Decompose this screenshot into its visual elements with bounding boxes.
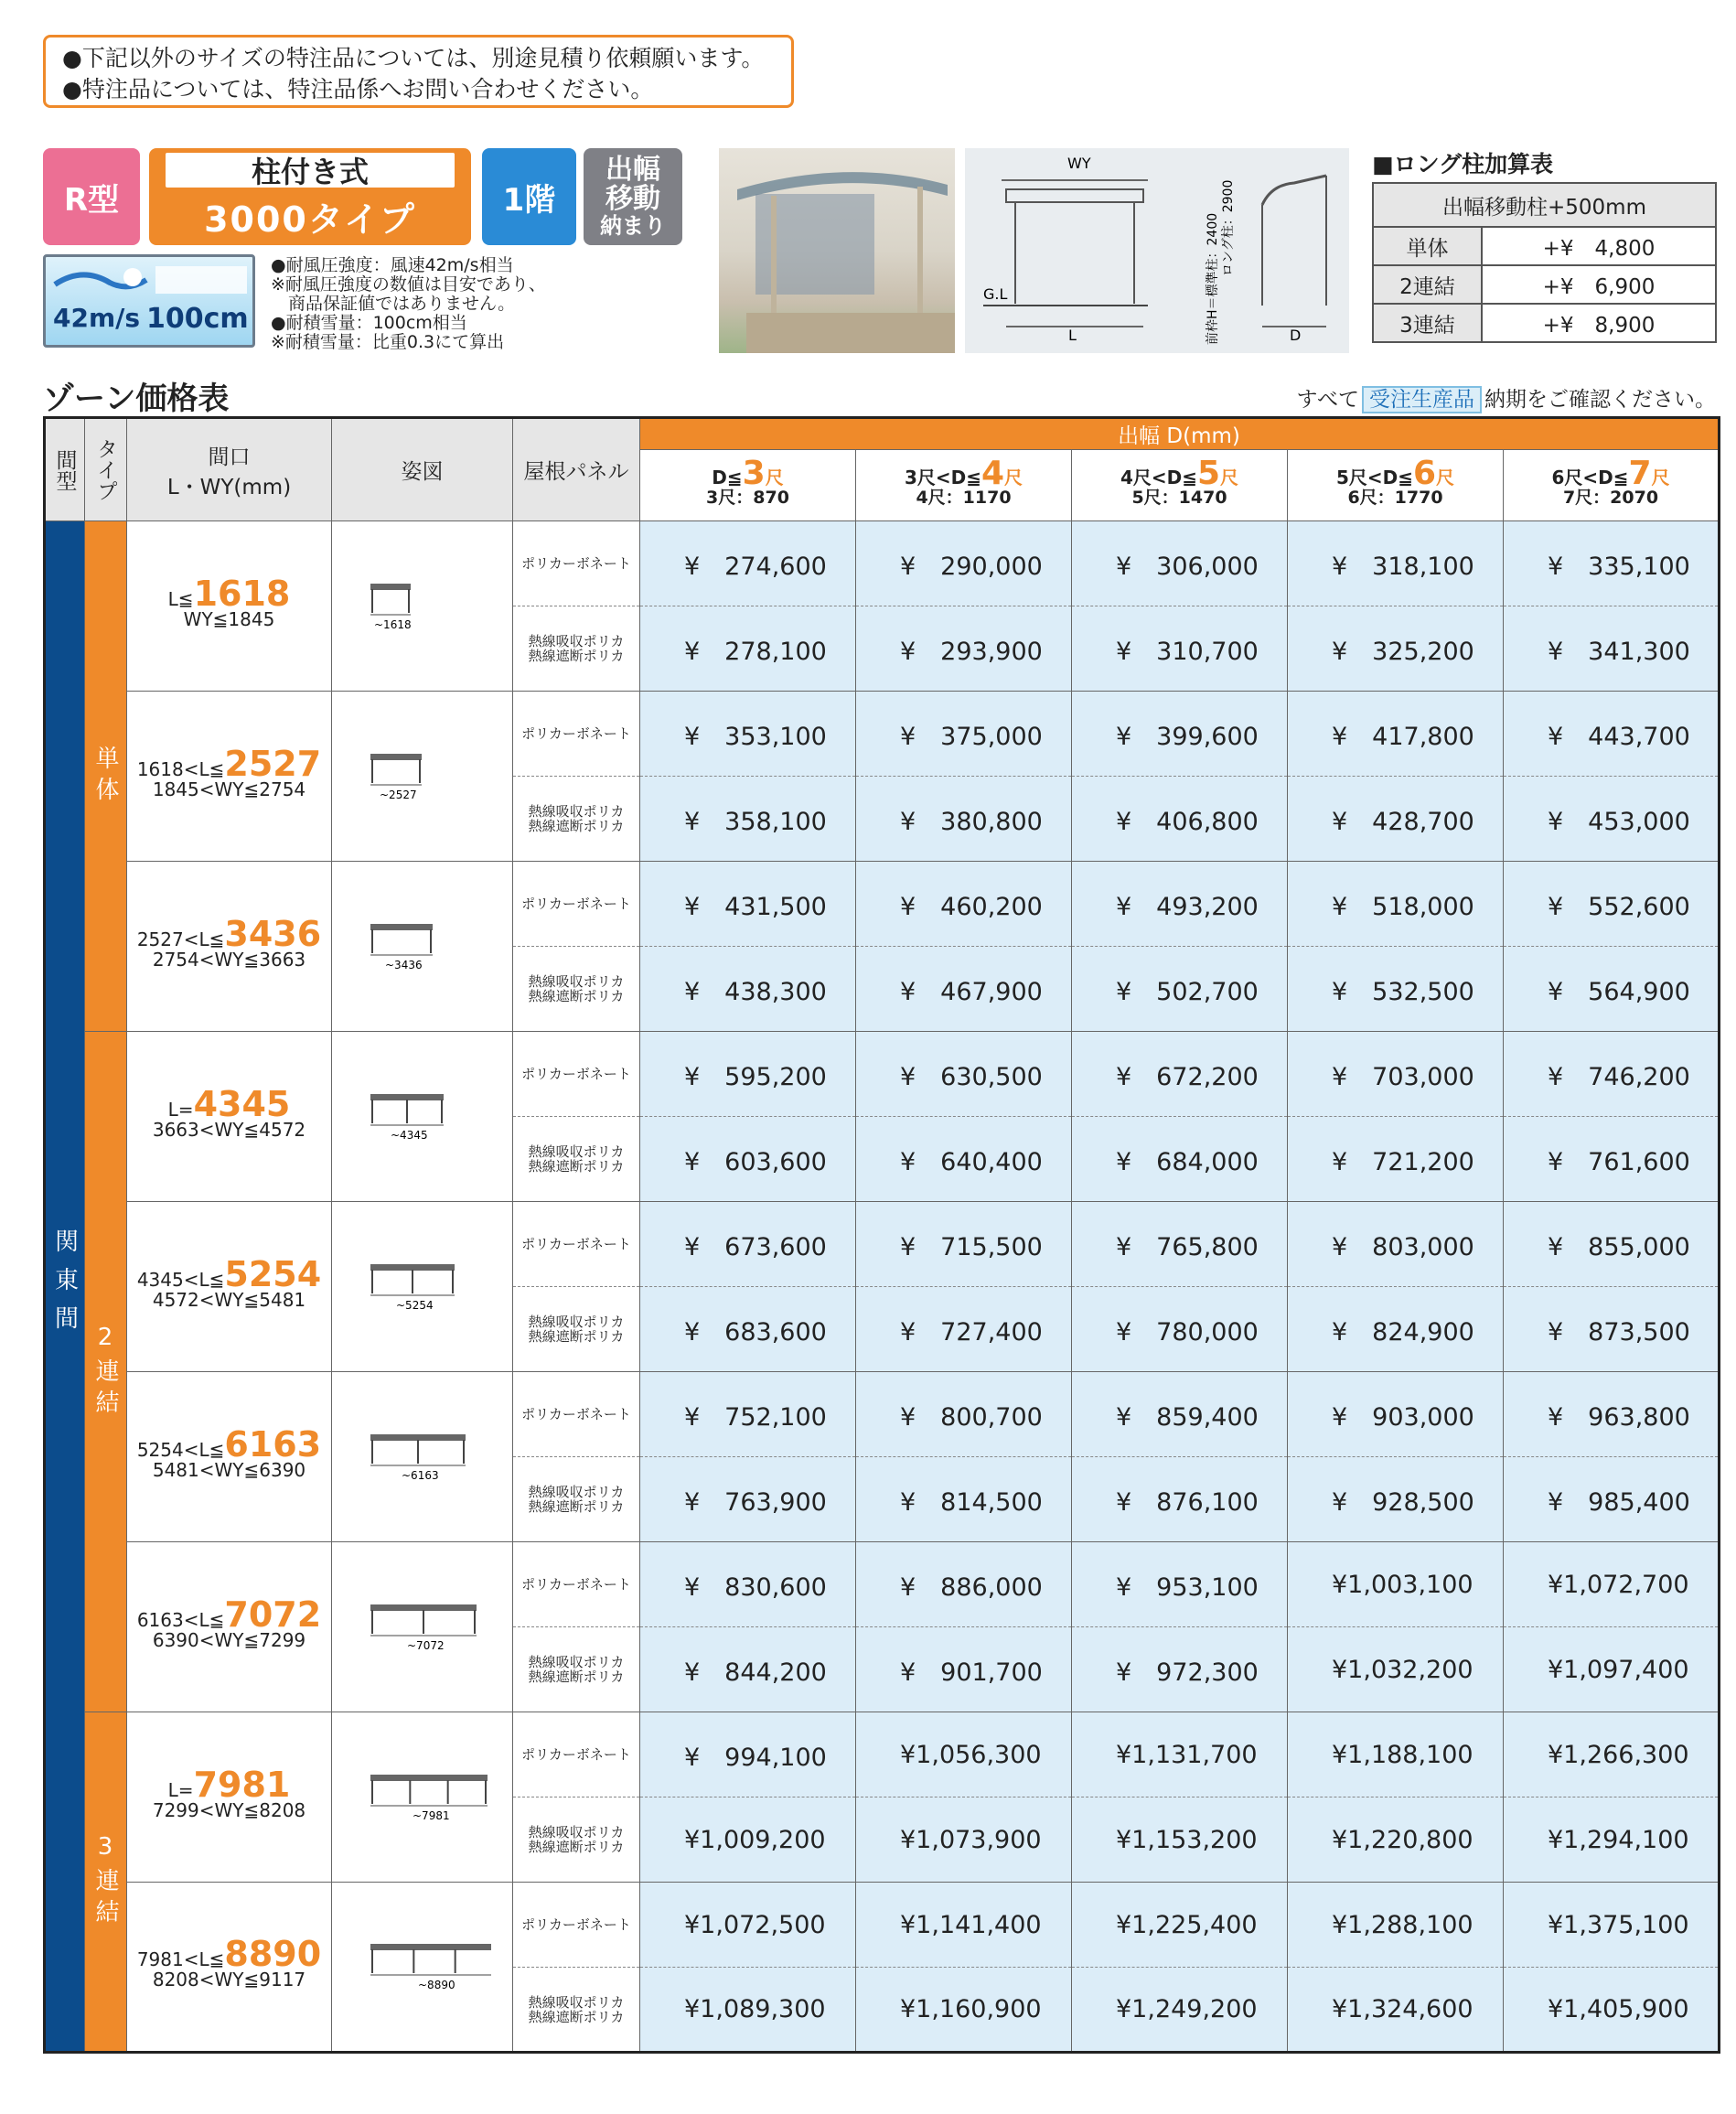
carport-figure <box>332 1202 513 1372</box>
price-cell: ¥1,288,100 <box>1288 1883 1504 1968</box>
table-row <box>45 1032 1720 1117</box>
panel-type-label: ポリカーボネート <box>513 1372 640 1457</box>
wy-range: 6390<WY≦7299 <box>152 1628 306 1651</box>
price-cell: ¥ 824,900 <box>1288 1287 1504 1372</box>
figure-width-label: ~3436 <box>384 958 423 971</box>
frontage-max: 6163 <box>224 1423 322 1465</box>
price-cell: ¥ 844,200 <box>640 1627 856 1712</box>
wy-range: 7299<WY≦8208 <box>152 1798 306 1821</box>
price-cell: ¥1,072,700 <box>1504 1542 1720 1627</box>
figure-width-label: ~1618 <box>373 617 412 631</box>
carport-plan-drawing <box>354 1767 491 1824</box>
figure-width-label: ~4345 <box>390 1128 428 1142</box>
price-cell: ¥ 318,100 <box>1288 521 1504 606</box>
zone-note-post: 納期をご確認ください。 <box>1484 388 1716 412</box>
frontage-pre: 1618<L≦ <box>136 757 225 780</box>
price-cell: ¥1,089,300 <box>640 1968 856 2053</box>
panel-type-line: 熱線遮断ポリカ <box>528 1158 625 1175</box>
frontage-range <box>127 1883 332 2053</box>
price-cell: ¥1,072,500 <box>640 1883 856 1968</box>
frontage-max: 2527 <box>224 743 322 784</box>
wind-speed: 42m/s <box>53 303 141 333</box>
spec-notes <box>271 256 546 352</box>
price-cell: ¥ 274,600 <box>640 521 856 606</box>
panel-type-line: 熱線吸収ポリカ <box>528 803 625 820</box>
d-label: D <box>1290 327 1302 344</box>
wy-range: 2754<WY≦3663 <box>152 948 306 971</box>
wind-snow-icon <box>43 254 255 348</box>
price-cell: ¥1,097,400 <box>1504 1627 1720 1712</box>
spec-line: 商品保証値ではありません。 <box>271 294 516 314</box>
price-cell: ¥ 325,200 <box>1288 606 1504 692</box>
wy-range: 4572<WY≦5481 <box>152 1288 306 1311</box>
type-badge-bottom: 3000タイプ <box>204 199 416 240</box>
figure-width-label: ~7072 <box>406 1638 445 1652</box>
type-label: 3連結 <box>85 1712 127 2053</box>
price-cell: ¥ 417,800 <box>1288 692 1504 777</box>
spec-line: ※耐積雪量：比重0.3にて算出 <box>271 332 505 352</box>
depth-column-header <box>856 450 1072 521</box>
frontage-pre: L= <box>167 1098 194 1121</box>
price-cell: ¥ 453,000 <box>1504 777 1720 862</box>
price-cell: ¥1,188,100 <box>1288 1712 1504 1797</box>
frontage-pre: 5254<L≦ <box>136 1438 225 1461</box>
depth-pre: D≦ <box>712 466 743 488</box>
wy-range: 3663<WY≦4572 <box>152 1118 306 1141</box>
table-row <box>45 1542 1720 1627</box>
zone-label: 関東間 <box>45 521 85 2053</box>
panel-type-label <box>513 1968 640 2053</box>
panel-type-line: 熱線吸収ポリカ <box>528 1993 625 2011</box>
move-badge-line: 出幅 <box>605 154 660 186</box>
panel-type-label <box>513 1287 640 1372</box>
price-cell: ¥ 353,100 <box>640 692 856 777</box>
frontage-range <box>127 521 332 692</box>
depth-unit: 尺 <box>1004 466 1023 488</box>
panel-type-label <box>513 606 640 692</box>
depth-sub: 3尺：870 <box>706 487 789 508</box>
carport-figure <box>332 692 513 862</box>
price-cell: ¥1,003,100 <box>1288 1542 1504 1627</box>
carport-plan-drawing <box>354 576 491 633</box>
zone-price-title: ゾーン価格表 <box>43 381 230 417</box>
price-cell: ¥1,220,800 <box>1288 1797 1504 1883</box>
panel-type-label: ポリカーボネート <box>513 1032 640 1117</box>
price-cell: ¥ 721,200 <box>1288 1117 1504 1202</box>
price-cell: ¥ 630,500 <box>856 1032 1072 1117</box>
move-badge-line: 納まり <box>600 213 666 239</box>
price-cell: ¥1,153,200 <box>1072 1797 1288 1883</box>
carport-figure <box>332 1372 513 1542</box>
carport-figure <box>332 1712 513 1883</box>
figure-width-label: ~2527 <box>379 788 417 801</box>
price-cell: ¥ 460,200 <box>856 862 1072 947</box>
panel-type-line: 熱線吸収ポリカ <box>528 1654 625 1670</box>
panel-type-line: 熱線遮断ポリカ <box>528 1498 625 1515</box>
depth-column-header <box>1288 450 1504 521</box>
price-cell: ¥1,009,200 <box>640 1797 856 1883</box>
price-cell: ¥ 399,600 <box>1072 692 1288 777</box>
figure-width-label: ~5254 <box>395 1298 434 1312</box>
depth-big: 7 <box>1628 454 1652 492</box>
depth-big: 4 <box>981 454 1005 492</box>
price-cell: ¥ 431,500 <box>640 862 856 947</box>
frontage-range <box>127 692 332 862</box>
price-cell: ¥ 310,700 <box>1072 606 1288 692</box>
price-cell: ¥ 765,800 <box>1072 1202 1288 1287</box>
price-cell: ¥ 358,100 <box>640 777 856 862</box>
depth-column-header <box>1504 450 1720 521</box>
move-badge-line: 移動 <box>605 183 660 215</box>
price-cell: ¥ 752,100 <box>640 1372 856 1457</box>
panel-type-line: 熱線遮断ポリカ <box>528 988 625 1004</box>
type-label: 2連結 <box>85 1032 127 1712</box>
long-pillar-header: 出幅移動柱+500mm <box>1373 183 1716 227</box>
wind-icon <box>46 257 252 303</box>
price-cell: ¥ 873,500 <box>1504 1287 1720 1372</box>
price-cell: ¥ 901,700 <box>856 1627 1072 1712</box>
gl-label: G.L <box>983 285 1008 303</box>
price-cell: ¥ 683,600 <box>640 1287 856 1372</box>
spec-line: ●耐積雪量：100cm相当 <box>271 313 467 333</box>
frontage-pre: L≦ <box>167 587 194 610</box>
panel-type-label: ポリカーボネート <box>513 862 640 947</box>
price-cell: ¥ 803,000 <box>1288 1202 1504 1287</box>
depth-unit: 尺 <box>765 466 784 488</box>
frontage-max: 4345 <box>193 1083 291 1124</box>
frontage-max: 5254 <box>224 1253 322 1294</box>
panel-type-line: 熱線遮断ポリカ <box>528 2008 625 2025</box>
price-cell: ¥ 684,000 <box>1072 1117 1288 1202</box>
price-cell: ¥ 406,800 <box>1072 777 1288 862</box>
figure-width-label: ~7981 <box>412 1808 450 1822</box>
long-pillar-key: 3連結 <box>1373 304 1482 342</box>
depth-big: 3 <box>742 454 766 492</box>
price-cell: ¥ 673,600 <box>640 1202 856 1287</box>
long-pillar-value: +¥ 8,900 <box>1482 304 1716 342</box>
snow-depth: 100cm <box>146 303 249 335</box>
depth-pre: 5尺<D≦ <box>1335 466 1413 488</box>
price-cell: ¥ 886,000 <box>856 1542 1072 1627</box>
panel-type-label: ポリカーボネート <box>513 1542 640 1627</box>
price-cell: ¥ 972,300 <box>1072 1627 1288 1712</box>
depth-big: 6 <box>1412 454 1437 492</box>
depth-pre: 4尺<D≦ <box>1120 466 1197 488</box>
wy-label: WY <box>1067 155 1091 172</box>
price-cell: ¥ 467,900 <box>856 947 1072 1032</box>
price-cell: ¥ 876,100 <box>1072 1457 1288 1542</box>
dimension-diagram <box>965 148 1349 353</box>
table-row <box>45 862 1720 947</box>
carport-figure <box>332 521 513 692</box>
depth-sub: 4尺：1170 <box>916 487 1012 508</box>
price-cell: ¥1,405,900 <box>1504 1968 1720 2053</box>
price-cell: ¥ 859,400 <box>1072 1372 1288 1457</box>
long-pillar-value: +¥ 4,800 <box>1482 227 1716 265</box>
depth-unit: 尺 <box>1436 466 1455 488</box>
table-row <box>45 1372 1720 1457</box>
panel-type-label <box>513 947 640 1032</box>
carport-figure <box>332 862 513 1032</box>
type-badge <box>149 148 471 245</box>
panel-type-label: ポリカーボネート <box>513 521 640 606</box>
frontage-range <box>127 1542 332 1712</box>
price-cell: ¥ 290,000 <box>856 521 1072 606</box>
height-label: ロング柱：2900 <box>1221 179 1236 276</box>
frontage-max: 3436 <box>224 913 322 954</box>
panel-type-label: ポリカーボネート <box>513 692 640 777</box>
price-cell: ¥1,249,200 <box>1072 1968 1288 2053</box>
height-label: 前枠H＝標準柱：2400 <box>1206 212 1220 345</box>
panel-type-line: 熱線吸収ポリカ <box>528 1824 625 1840</box>
price-cell: ¥ 985,400 <box>1504 1457 1720 1542</box>
depth-pre: 6尺<D≦ <box>1551 466 1629 488</box>
frontage-range <box>127 1202 332 1372</box>
wy-range: 8208<WY≦9117 <box>152 1969 306 1991</box>
depth-big: 5 <box>1196 454 1221 492</box>
price-cell: ¥ 763,900 <box>640 1457 856 1542</box>
panel-type-line: 熱線吸収ポリカ <box>528 633 625 649</box>
long-pillar-value: +¥ 6,900 <box>1482 265 1716 304</box>
long-pillar-table <box>1372 182 1717 343</box>
type-label: 単体 <box>85 521 127 1032</box>
price-cell: ¥ 994,100 <box>640 1712 856 1797</box>
price-cell: ¥ 640,400 <box>856 1117 1072 1202</box>
price-cell: ¥ 746,200 <box>1504 1032 1720 1117</box>
zone-note-pre: すべて <box>1296 388 1359 412</box>
wy-range: 5481<WY≦6390 <box>152 1458 306 1481</box>
price-cell: ¥ 428,700 <box>1288 777 1504 862</box>
table-row <box>45 1883 1720 1968</box>
frontage-max: 8890 <box>224 1934 322 1974</box>
panel-type-label: ポリカーボネート <box>513 1883 640 1968</box>
price-cell: ¥1,141,400 <box>856 1883 1072 1968</box>
panel-type-line: 熱線遮断ポリカ <box>528 818 625 834</box>
table-row <box>45 692 1720 777</box>
price-cell: ¥ 380,800 <box>856 777 1072 862</box>
type-badge-top: 柱付き式 <box>166 153 455 188</box>
price-cell: ¥ 603,600 <box>640 1117 856 1202</box>
price-cell: ¥ 341,300 <box>1504 606 1720 692</box>
frontage-header-line: L・WY(mm) <box>166 475 292 499</box>
price-cell: ¥ 293,900 <box>856 606 1072 692</box>
panel-type-label <box>513 1457 640 1542</box>
figure-header: 姿図 <box>332 418 513 521</box>
spec-line: ※耐風圧強度の数値は目安であり、 <box>271 274 546 295</box>
price-cell: ¥ 532,500 <box>1288 947 1504 1032</box>
frontage-range <box>127 862 332 1032</box>
panel-type-line: 熱線吸収ポリカ <box>528 1143 625 1160</box>
depth-sub: 5尺：1470 <box>1131 487 1227 508</box>
carport-illustration <box>719 148 955 353</box>
frontage-range <box>127 1032 332 1202</box>
price-cell: ¥ 800,700 <box>856 1372 1072 1457</box>
zone-header: 間型 <box>45 418 85 521</box>
carport-plan-drawing <box>354 1427 491 1484</box>
carport-figure <box>332 1883 513 2053</box>
panel-type-line: 熱線遮断ポリカ <box>528 1669 625 1685</box>
price-cell: ¥1,032,200 <box>1288 1627 1504 1712</box>
price-cell: ¥ 518,000 <box>1288 862 1504 947</box>
price-cell: ¥ 595,200 <box>640 1032 856 1117</box>
frontage-pre: 7981<L≦ <box>136 1948 225 1970</box>
floor-badge: 1階 <box>482 148 576 245</box>
figure-width-label: ~6163 <box>401 1468 439 1482</box>
price-cell: ¥ 493,200 <box>1072 862 1288 947</box>
panel-type-line: 熱線吸収ポリカ <box>528 973 625 990</box>
price-cell: ¥ 953,100 <box>1072 1542 1288 1627</box>
price-cell: ¥1,131,700 <box>1072 1712 1288 1797</box>
price-cell: ¥ 761,600 <box>1504 1117 1720 1202</box>
panel-type-line: 熱線遮断ポリカ <box>528 1839 625 1855</box>
price-cell: ¥ 928,500 <box>1288 1457 1504 1542</box>
price-cell: ¥ 552,600 <box>1504 862 1720 947</box>
panel-type-label: ポリカーボネート <box>513 1712 640 1797</box>
frontage-header-line: 間口 <box>208 445 251 469</box>
panel-type-label: ポリカーボネート <box>513 1202 640 1287</box>
frontage-pre: L= <box>167 1778 194 1801</box>
price-cell: ¥ 443,700 <box>1504 692 1720 777</box>
price-cell: ¥1,160,900 <box>856 1968 1072 2053</box>
long-pillar-key: 2連結 <box>1373 265 1482 304</box>
price-cell: ¥1,225,400 <box>1072 1883 1288 1968</box>
frontage-pre: 6163<L≦ <box>136 1608 225 1631</box>
price-cell: ¥ 375,000 <box>856 692 1072 777</box>
type-header: タイプ <box>85 418 127 521</box>
panel-type-line: 熱線吸収ポリカ <box>528 1484 625 1500</box>
carport-figure <box>332 1032 513 1202</box>
panel-type-label <box>513 1797 640 1883</box>
zone-note <box>1296 382 1716 413</box>
carport-plan-drawing <box>354 1087 491 1143</box>
frontage-header <box>127 418 332 521</box>
price-cell: ¥ 438,300 <box>640 947 856 1032</box>
panel-type-label <box>513 777 640 862</box>
depth-pre: 3尺<D≦ <box>904 466 981 488</box>
notice-line: ●特注品については、特注品係へお問い合わせください。 <box>62 76 654 102</box>
price-cell: ¥1,324,600 <box>1288 1968 1504 2053</box>
price-cell: ¥1,056,300 <box>856 1712 1072 1797</box>
depth-unit: 尺 <box>1220 466 1239 488</box>
zone-price-table <box>43 416 1720 2054</box>
price-cell: ¥ 814,500 <box>856 1457 1072 1542</box>
notice-line: ●下記以外のサイズの特注品については、別途見積り依頼願います。 <box>62 45 765 71</box>
figure-width-label: ~8890 <box>417 1979 455 1991</box>
price-cell: ¥ 672,200 <box>1072 1032 1288 1117</box>
carport-plan-drawing <box>354 1937 491 1993</box>
frontage-pre: 2527<L≦ <box>136 928 225 950</box>
frontage-range <box>127 1372 332 1542</box>
long-pillar-title: ■ロング柱加算表 <box>1372 151 1554 177</box>
price-cell: ¥ 855,000 <box>1504 1202 1720 1287</box>
wy-range: WY≦1845 <box>183 607 275 630</box>
carport-plan-drawing <box>354 1257 491 1314</box>
table-row <box>45 1712 1720 1797</box>
long-pillar-key: 単体 <box>1373 227 1482 265</box>
carport-plan-drawing <box>354 917 491 973</box>
price-cell: ¥ 963,800 <box>1504 1372 1720 1457</box>
product-photo <box>719 148 955 353</box>
depth-header: 出幅 D(mm) <box>640 418 1720 450</box>
panel-type-line: 熱線遮断ポリカ <box>528 1328 625 1345</box>
depth-column-header <box>640 450 856 521</box>
price-cell: ¥1,375,100 <box>1504 1883 1720 1968</box>
panel-type-line: 熱線吸収ポリカ <box>528 1314 625 1330</box>
carport-figure <box>332 1542 513 1712</box>
price-cell: ¥ 903,000 <box>1288 1372 1504 1457</box>
price-cell: ¥ 306,000 <box>1072 521 1288 606</box>
depth-unit: 尺 <box>1651 466 1670 488</box>
price-cell: ¥ 703,000 <box>1288 1032 1504 1117</box>
price-cell: ¥ 502,700 <box>1072 947 1288 1032</box>
panel-header: 屋根パネル <box>513 418 640 521</box>
carport-plan-drawing <box>354 1597 491 1654</box>
price-cell: ¥1,266,300 <box>1504 1712 1720 1797</box>
move-badge <box>584 148 682 245</box>
price-cell: ¥ 780,000 <box>1072 1287 1288 1372</box>
price-cell: ¥ 278,100 <box>640 606 856 692</box>
panel-type-line: 熱線遮断ポリカ <box>528 648 625 664</box>
price-cell: ¥ 564,900 <box>1504 947 1720 1032</box>
dimension-drawing <box>965 148 1349 353</box>
r-type-badge: R型 <box>43 148 140 245</box>
frontage-range <box>127 1712 332 1883</box>
table-row <box>45 521 1720 606</box>
carport-plan-drawing <box>354 746 491 803</box>
notice-box <box>43 35 794 108</box>
table-row <box>45 1202 1720 1287</box>
frontage-max: 1618 <box>193 573 291 614</box>
frontage-max: 7072 <box>224 1594 322 1635</box>
depth-sub: 6尺：1770 <box>1347 487 1443 508</box>
wy-range: 1845<WY≦2754 <box>152 778 306 800</box>
depth-sub: 7尺：2070 <box>1562 487 1659 508</box>
panel-type-label <box>513 1627 640 1712</box>
frontage-max: 7981 <box>193 1764 291 1805</box>
frontage-pre: 4345<L≦ <box>136 1268 225 1291</box>
price-cell: ¥ 727,400 <box>856 1287 1072 1372</box>
price-cell: ¥ 830,600 <box>640 1542 856 1627</box>
spec-line: ●耐風圧強度：風速42m/s相当 <box>271 255 514 275</box>
depth-column-header <box>1072 450 1288 521</box>
l-label: L <box>1068 327 1077 344</box>
panel-type-label <box>513 1117 640 1202</box>
price-cell: ¥ 715,500 <box>856 1202 1072 1287</box>
made-to-order-tag: 受注生産品 <box>1362 386 1482 413</box>
price-cell: ¥ 335,100 <box>1504 521 1720 606</box>
price-cell: ¥1,073,900 <box>856 1797 1072 1883</box>
price-cell: ¥1,294,100 <box>1504 1797 1720 1883</box>
